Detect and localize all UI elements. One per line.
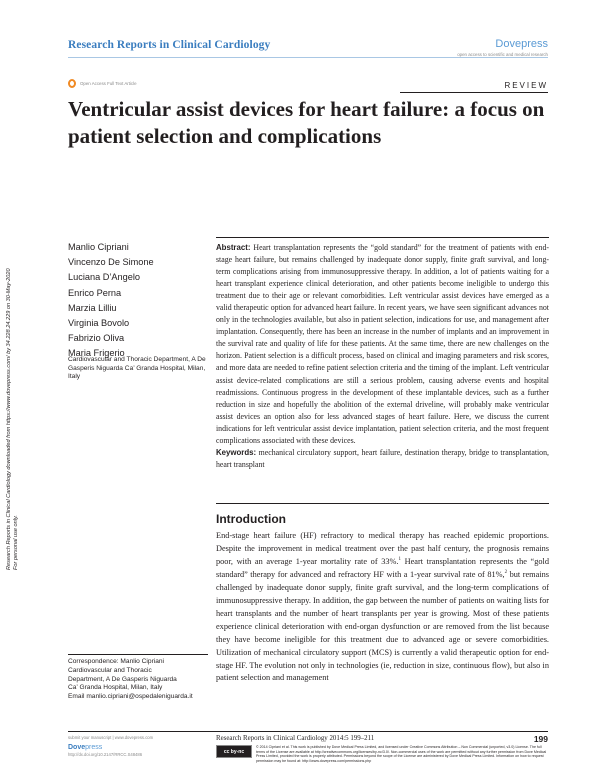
footer-brand-main: Dove bbox=[68, 744, 86, 751]
author: Manlio Cipriani bbox=[68, 242, 129, 252]
correspondence-address: Cardiovascular and Thoracic bbox=[68, 666, 152, 674]
license bbox=[216, 745, 549, 763]
author: Maria Frigerio bbox=[68, 348, 125, 359]
abstract bbox=[216, 242, 549, 447]
abstract-label: Abstract: bbox=[216, 243, 251, 252]
header-rule bbox=[68, 57, 548, 58]
open-access-lock-icon bbox=[68, 79, 76, 88]
doi-link[interactable]: http://dx.doi.org/10.2147/RRCC.S48486 bbox=[68, 752, 143, 757]
publisher-logo bbox=[457, 38, 548, 57]
author: Enrico Perna bbox=[68, 287, 122, 298]
article-title: Ventricular assist devices for heart failure: a focus on patient selection and complications bbox=[68, 97, 545, 148]
introduction-heading: Introduction bbox=[216, 512, 286, 526]
affiliation: Cardiovascular and Thoracic Department, A De Gasperis Niguarda Ca’ Granda Hospital, Milan, Italy bbox=[68, 356, 206, 381]
footer-rule bbox=[68, 731, 548, 732]
side-note-source: Research Reports in Clinical Cardiology downloaded from https://www.dovepress.com/ by 34.228.24.229 on 30-May-2020 bbox=[6, 268, 12, 570]
author: Luciana D’Angelo bbox=[68, 272, 141, 283]
correspondence-address: Ca’ Granda Hospital, Milan, Italy bbox=[68, 684, 163, 692]
submit-manuscript-link[interactable]: submit your manuscript | www.dovepress.com bbox=[68, 735, 154, 740]
side-note-usage: For personal use only. bbox=[13, 515, 19, 570]
keywords-label: Keywords: bbox=[216, 447, 257, 457]
brand-main: Dove bbox=[495, 38, 522, 50]
download-side-note bbox=[6, 130, 20, 570]
correspondence-rule bbox=[68, 654, 208, 655]
license-text: © 2014 Cipriani et al. This work is published by Dove Medical Press Limited, and licensed under Creative Commons Attribution – Non Commercial (unported, v3.0) License. The full terms of the License are available at http://creativecommons.org/licenses/by-nc/3.0/. Non-commercial uses of the work are permitted without any further permission from Dove Medical Press Limited, provided the work is properly attributed. Permissions beyond the scope of the License are administered by Dove Medical Press Limited. Information on how to request permission may be found at: http://www.dovepress.com/permissions.php bbox=[256, 745, 547, 763]
correspondence-email[interactable]: Email manlio.cipriani@ospedaleniguarda.it bbox=[68, 693, 193, 701]
journal-name: Research Reports in Clinical Cardiology bbox=[68, 39, 271, 51]
author-list bbox=[68, 240, 208, 362]
correspondence bbox=[68, 658, 218, 702]
footer-brand-sub: press bbox=[85, 744, 103, 751]
page-number: 199 bbox=[533, 734, 548, 744]
footer-publisher bbox=[68, 735, 153, 757]
abstract-box bbox=[216, 237, 549, 504]
article-type-rule bbox=[400, 92, 548, 93]
correspondence-address: Department, A De Gasperis Niguarda bbox=[68, 675, 177, 683]
intro-text: End-stage heart failure (HF) refractory to medical therapy has reached epidemic proportions. Despite the improvement in medical treatment over the past half century, the prognosis remains poor, with an average 1-year mortality rate of 33%. bbox=[216, 531, 549, 566]
open-access-text: Open Access Full Text Article bbox=[80, 81, 137, 86]
intro-text: but remains challenged by inadequate donor supply, finite graft survival, and the long-term complications of immunosuppressive therapy. In addition, the gap between the number of patients on waiting lists for heart transplants and the number of heart transplants per year is growing. Most of these patients experience clinical deterioration with end-organ dysfunction or are removed from the list because they have become ineligible for this treatment due to advanced age or severe comorbidities. Utilization of mechanical circulatory support (MCS) is currently a valid therapeutic option for end-stage HF. The evolution not only in technologies (ie, reduction in size, continuous flow), but also in patient selection and management bbox=[216, 569, 550, 683]
abstract-text: Heart transplantation represents the “gold standard” for the treatment of patients with end-stage heart failure, but remains challenged by inadequate donor supply, finite graft survival, and long-term complications arising from immunosuppressive therapy. In addition, a lot of patients waiting for a heart transplant experience clinical deterioration, and other patients become ineligible to undergo this treatment due to their age or relevant comorbidities. Left ventricular assist devices have emerged as a valid therapeutic option for advanced heart failure. In recent years, we have seen significant advances not only in the technologies available, but also in patient selection, indications for use, and management after implantation. Consequently, there has been an increase in the number of implants and an improvement in the survival rate and quality of life for these patients. At the same time, there are new challenges on the horizon. Patient selection is a difficult process, based on clinical and imaging parameters and risk scores, and more data are needed to refine patient selection criteria and the timing of the implant. Left ventricular assist device-related complications are still a serious problem, causing adverse events and hospital readmissions. Continuous progress in the development of these implantable devices, such as a further reduction in size and hopefully the abolition of the external driveline, will probably make ventricular assist devices an option also for less advanced stages of heart failure. Here, we discuss the current indications for left ventricular assist device implantation, patient selection criteria, and the most frequent complications associated with these devices. bbox=[216, 243, 549, 445]
author: Virginia Bovolo bbox=[68, 318, 130, 329]
intro-text: Heart transplantation represents the “gold standard” therapy for advanced and refractory HF with a 1-year survival rate of 81%, bbox=[216, 556, 549, 579]
introduction-body bbox=[216, 530, 549, 685]
author: Fabrizio Oliva bbox=[68, 333, 125, 344]
correspondence-name: Correspondence: Manlio Cipriani bbox=[68, 658, 165, 665]
author: Vincenzo De Simone bbox=[68, 257, 154, 268]
keywords-text: mechanical circulatory support, heart failure, destination therapy, bridge to transplantation, heart transplant bbox=[216, 447, 549, 469]
reference-2[interactable]: 2 bbox=[504, 570, 508, 576]
reference-1[interactable]: 1 bbox=[398, 557, 401, 563]
open-access-label bbox=[68, 79, 137, 88]
citation: Research Reports in Clinical Cardiology 2014:5 199–211 bbox=[216, 735, 375, 742]
brand-sub: press bbox=[521, 38, 548, 50]
keywords bbox=[216, 447, 549, 471]
cc-license-icon[interactable]: cc by-nc bbox=[216, 745, 252, 758]
article-type: REVIEW bbox=[504, 81, 548, 90]
author: Marzia Lilliu bbox=[68, 302, 117, 313]
brand-tagline: open access to scientific and medical research bbox=[457, 52, 548, 57]
